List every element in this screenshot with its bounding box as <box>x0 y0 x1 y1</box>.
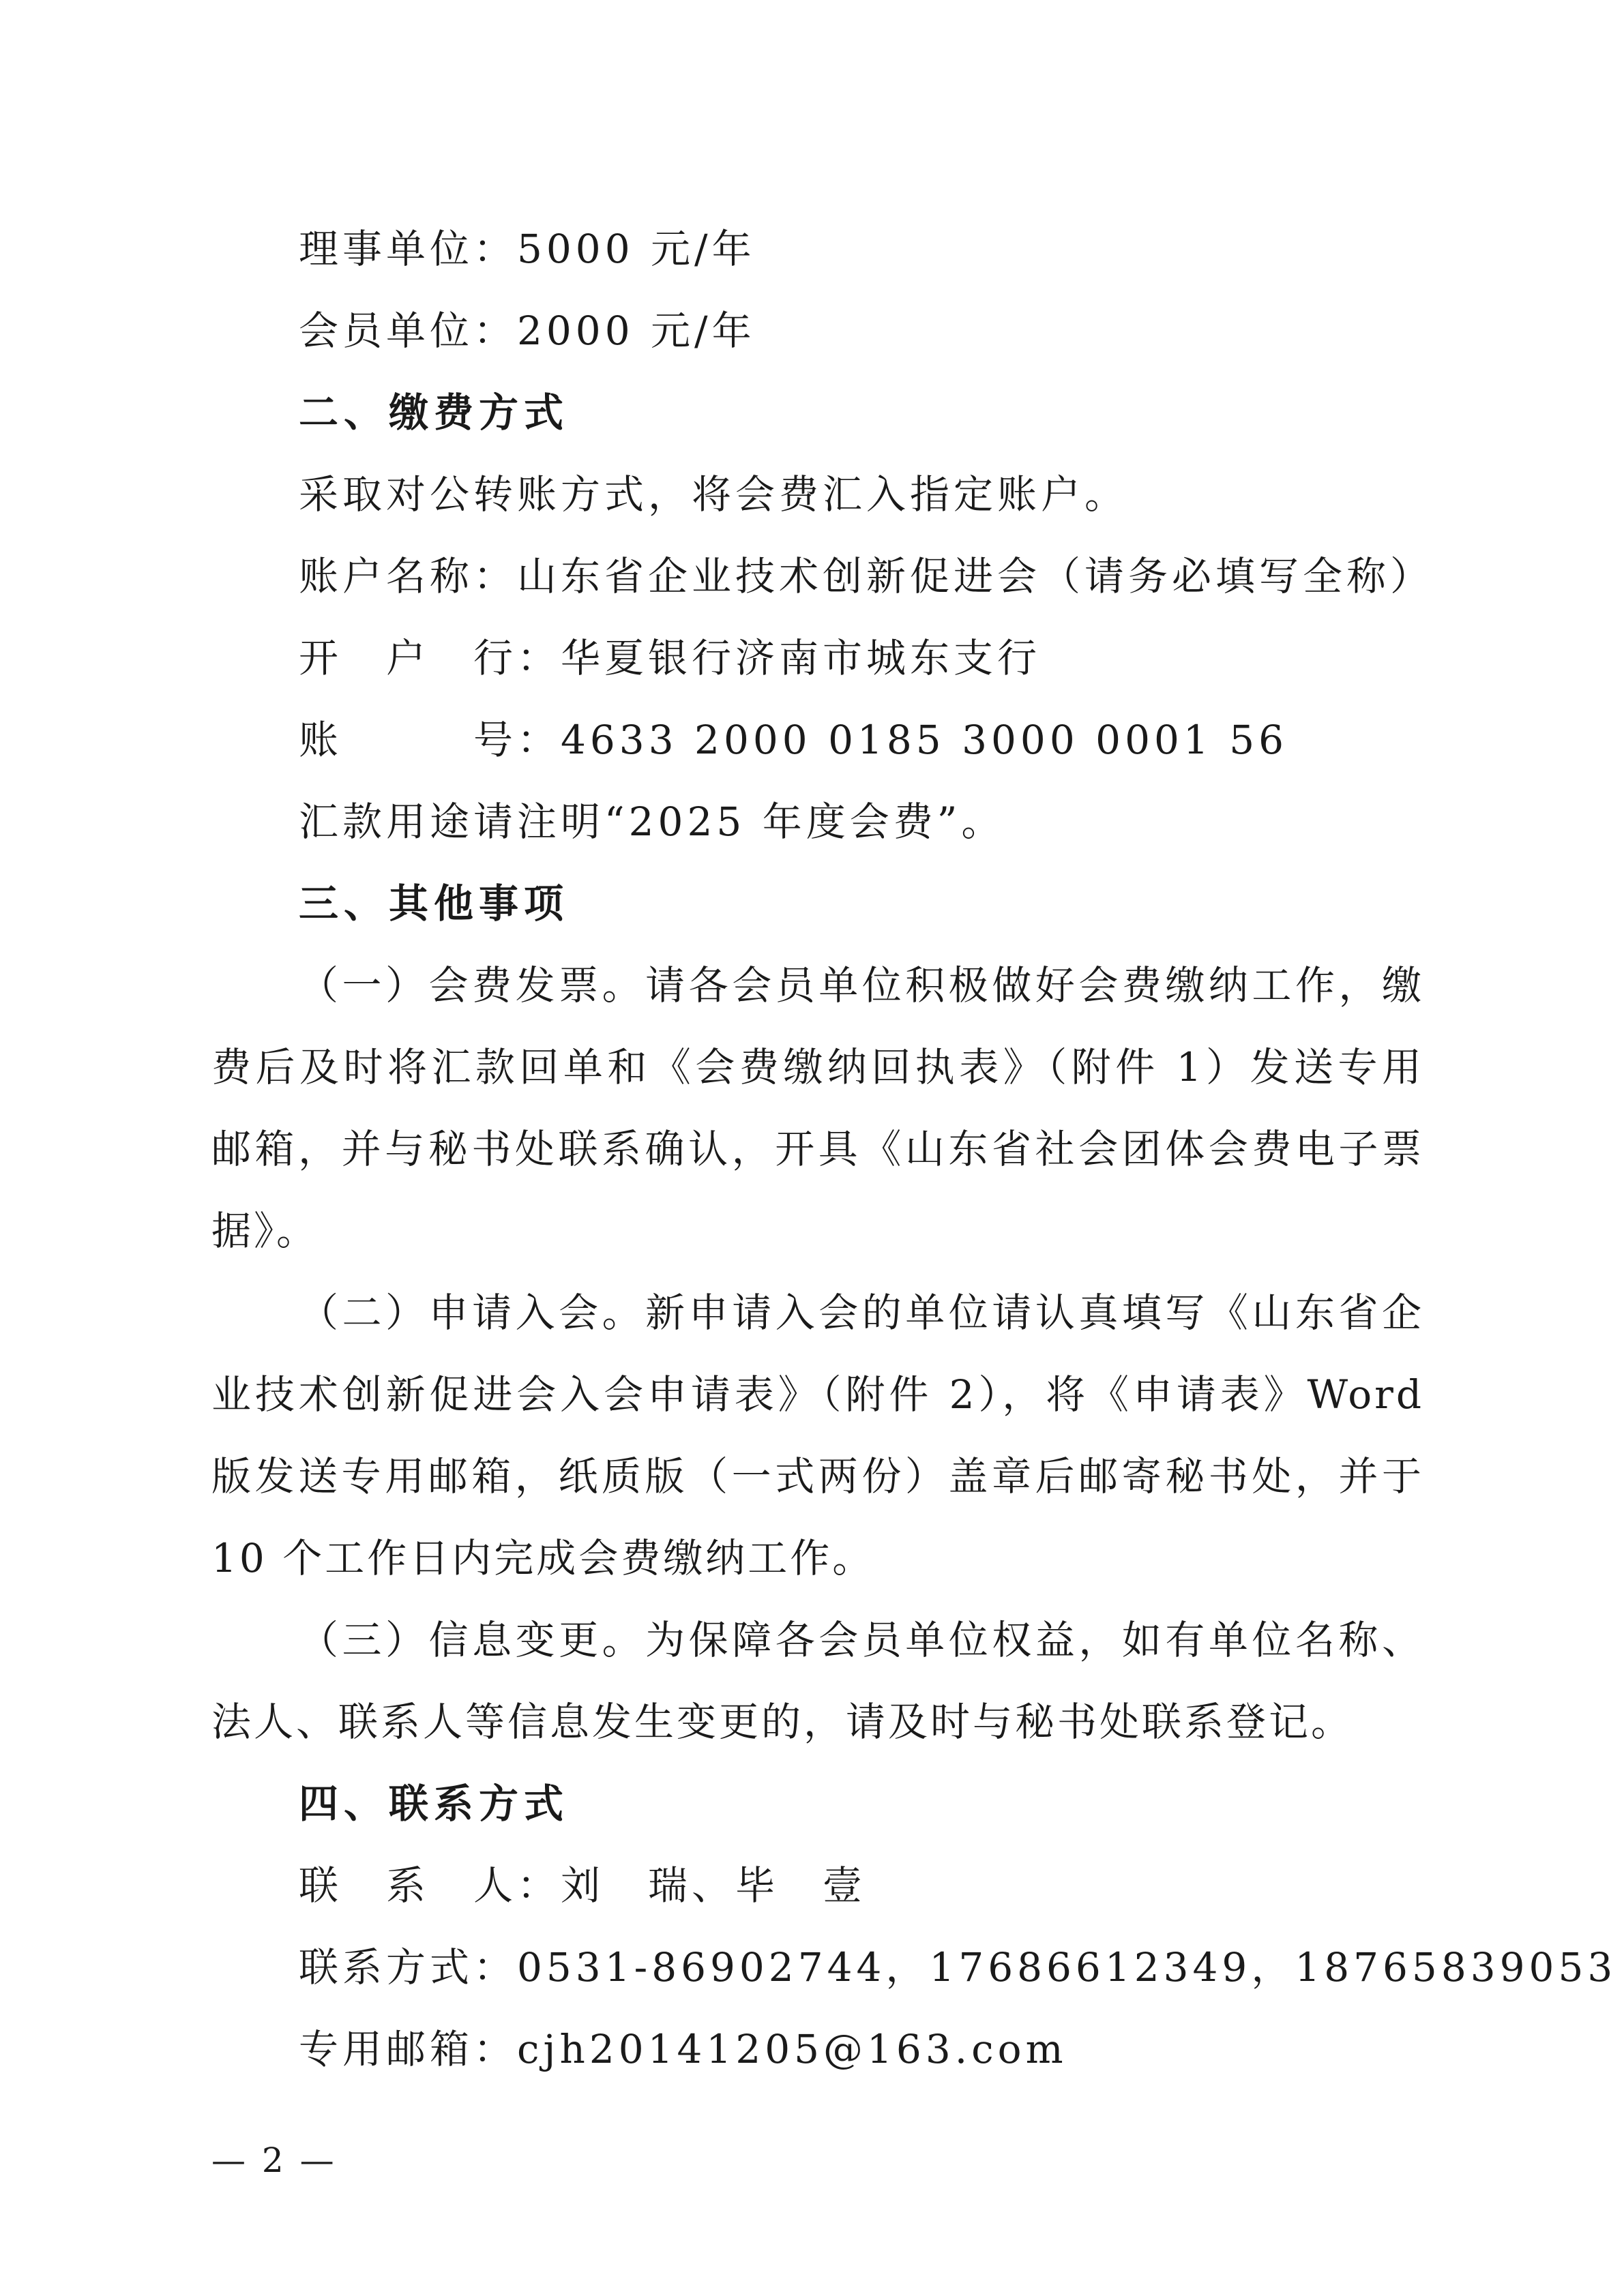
paragraph-info-change-line-1: （三）信息变更。为保障各会员单位权益，如有单位名称、 <box>299 1617 1424 1663</box>
fee-line-council: 理事单位：5000 元/年 <box>299 226 756 272</box>
paragraph-membership-line-2: 业技术创新促进会入会申请表》（附件 2），将《申请表》Word <box>211 1371 1424 1418</box>
section-heading-other-matters: 三、其他事项 <box>299 880 570 927</box>
paragraph-membership-line-4: 10 个工作日内完成会费缴纳工作。 <box>211 1535 875 1581</box>
contact-person-line: 联 系 人：刘 瑞、毕 壹 <box>299 1862 867 1909</box>
section-heading-contact: 四、联系方式 <box>299 1780 570 1827</box>
contact-email-line: 专用邮箱：cjh20141205@163.com <box>299 2026 1067 2072</box>
paragraph-invoice-line-4: 据》。 <box>211 1208 319 1254</box>
paragraph-invoice-line-1: （一）会费发票。请各会员单位积极做好会费缴纳工作，缴 <box>299 962 1424 1009</box>
contact-phone-line: 联系方式：0531-86902744，17686612349，18765839053 <box>299 1944 1617 1991</box>
bank-line: 开 户 行：华夏银行济南市城东支行 <box>299 635 1042 681</box>
fee-line-member: 会员单位：2000 元/年 <box>299 308 756 354</box>
paragraph-membership-line-3: 版发送专用邮箱，纸质版（一式两份）盖章后邮寄秘书处，并于 <box>211 1453 1424 1500</box>
account-number-line: 账 号：4633 2000 0185 3000 0001 56 <box>299 717 1288 763</box>
paragraph-invoice-line-3: 邮箱，并与秘书处联系确认，开具《山东省社会团体会费电子票 <box>211 1126 1424 1172</box>
paragraph-invoice-line-2: 费后及时将汇款回单和《会费缴纳回执表》（附件 1）发送专用 <box>211 1044 1424 1090</box>
account-name-line: 账户名称：山东省企业技术创新促进会（请务必填写全称） <box>299 553 1434 599</box>
page-number: — 2 — <box>211 2141 337 2180</box>
paragraph-membership-line-1: （二）申请入会。新申请入会的单位请认真填写《山东省企 <box>299 1289 1424 1336</box>
remittance-purpose-line: 汇款用途请注明“2025 年度会费”。 <box>299 799 1005 845</box>
section-heading-payment-method: 二、缴费方式 <box>299 389 570 436</box>
payment-method-text: 采取对公转账方式，将会费汇入指定账户。 <box>299 471 1129 518</box>
paragraph-info-change-line-2: 法人、联系人等信息发生变更的，请及时与秘书处联系登记。 <box>211 1699 1354 1745</box>
